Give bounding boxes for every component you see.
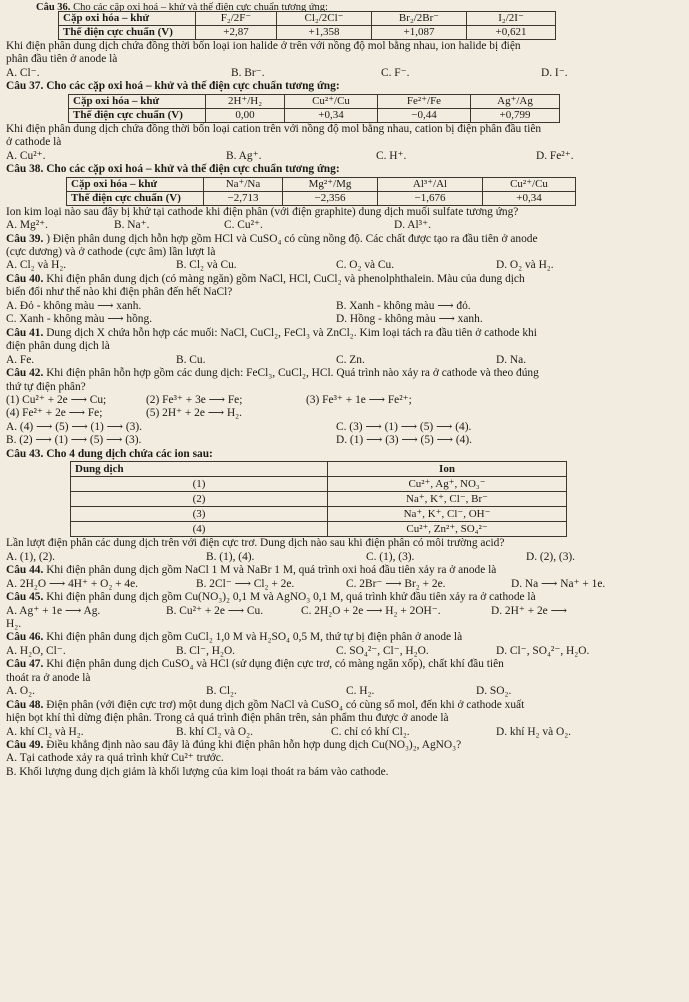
table-cell: +2,87 [196, 26, 277, 40]
option-a[interactable]: A. (4) ⟶ (5) ⟶ (1) ⟶ (3). [6, 420, 142, 433]
table-cell: Na⁺, K⁺, Cl⁻, OH⁻ [328, 507, 567, 522]
q47-text1: Câu 47. Khi điện phân dung dịch CuSO₄ và HCl (sử dụng điện cực trơ, có màng ngăn xốp), chất khí đầu tiên [6, 658, 504, 671]
q44-text1: Câu 44. Khi điện phân dung dịch gồm NaCl 1 M và NaBr 1 M, quá trình oxi hoá đầu tiên xảy ra ở anode là [6, 564, 497, 577]
option-b[interactable]: B. Na⁺. [114, 219, 150, 232]
q38-text1: Ion kim loại nào sau đây bị khử tại cathode khi điện phân (với điện graphite) dung dịch muối sulfate tương ứng? [6, 205, 519, 218]
reaction: (1) Cu²⁺ + 2e ⟶ Cu; [6, 393, 107, 406]
q41-text1: Câu 41. Dung dịch X chứa hỗn hợp các muối: NaCl, CuCl₂, FeCl₃ và ZnCl₂. Kim loại tách ra đầu tiên ở cathode khi [6, 326, 537, 339]
table-cell: (2) [71, 492, 328, 507]
table-cell: Cu²⁺/Cu [483, 177, 576, 191]
q38-options [6, 219, 683, 232]
q43-text1: Lần lượt điện phân các dung dịch trên với điện cực trơ. Dung dịch nào sau khi điện phân có môi trường acid? [6, 537, 505, 550]
table-label: Thế điện cực chuẩn (V) [67, 191, 204, 205]
option-a[interactable]: A. Đỏ - không màu ⟶ xanh. [6, 299, 142, 312]
option-a[interactable]: A. Tại cathode xảy ra quá trình khử Cu²⁺ trước. [6, 752, 224, 765]
q48-text2: hiện bọt khí thì dừng điện phân. Trong cả quá trình điện phân trên, sản phẩm thu được ở anode là [6, 712, 449, 725]
q41-options [6, 354, 683, 367]
q39-options [6, 259, 683, 272]
option-c[interactable]: C. chỉ có khí Cl₂. [331, 725, 410, 738]
option-d[interactable]: D. Na. [496, 353, 527, 366]
table-cell: +0,621 [467, 26, 556, 40]
q42-options-1 [6, 421, 683, 434]
option-d[interactable]: D. Na ⟶ Na⁺ + 1e. [511, 577, 606, 590]
q46-options [6, 645, 683, 658]
option-b[interactable]: B. Cl₂. [206, 685, 237, 698]
q43-options [6, 551, 683, 564]
option-a[interactable]: A. Mg²⁺. [6, 219, 49, 232]
table-cell: Na⁺/Na [204, 177, 283, 191]
option-c[interactable]: C. SO₄²⁻, Cl⁻, H₂O. [336, 644, 429, 657]
q37-options [6, 150, 683, 163]
option-b[interactable]: B. (2) ⟶ (1) ⟶ (5) ⟶ (3). [6, 434, 142, 447]
q38-table [66, 177, 576, 206]
q43-header: Câu 43. Cho 4 dung dịch chứa các ion sau: [6, 447, 213, 460]
option-b[interactable]: B. Cl₂ và Cu. [176, 259, 237, 272]
q48-options [6, 726, 683, 739]
option-c[interactable]: C. F⁻. [381, 66, 410, 79]
table-cell: (3) [71, 507, 328, 522]
table-cell: Cu²⁺, Ag⁺, NO₃⁻ [328, 477, 567, 492]
table-cell: −0,44 [378, 108, 471, 122]
q40-text2: biến đổi như thế nào khi điện phân đến hết NaCl? [6, 286, 233, 299]
option-d[interactable]: D. O₂ và H₂. [496, 259, 554, 272]
q45-text1: Câu 45. Khi điện phân dung dịch gồm Cu(NO₃)₂ 0,1 M và AgNO₃ 0,1 M, quá trình khử đầu tiên xảy ra ở cathode là [6, 591, 536, 604]
q42-options-2 [6, 434, 683, 447]
q46-text1: Câu 46. Khi điện phân dung dịch gồm CuCl₂ 1,0 M và H₂SO₄ 0,5 M, thứ tự bị điện phân ở anode là [6, 631, 463, 644]
reaction: (3) Fe³⁺ + 1e ⟶ Fe²⁺; [306, 393, 412, 406]
table-header: Dung dịch [71, 462, 328, 477]
option-d[interactable]: D. SO₂. [476, 685, 512, 698]
option-c[interactable]: C. Xanh - không màu ⟶ hồng. [6, 313, 153, 326]
option-d[interactable]: D. 2H⁺ + 2e ⟶ [491, 604, 567, 617]
option-c[interactable]: C. 2Br⁻ ⟶ Br₂ + 2e. [346, 577, 446, 590]
table-cell: 2H⁺/H₂ [206, 94, 285, 108]
q42-text1: Câu 42. Khi điện phân hỗn hợp gồm các dung dịch: FeCl₃, CuCl₂, HCl. Quá trình nào xảy ra ở cathode và theo đúng [6, 367, 539, 380]
q37-header: Câu 37. Cho các cặp oxi hoá – khử và thế điện cực chuẩn tương ứng: [6, 80, 340, 93]
table-header: Ion [328, 462, 567, 477]
table-cell: +1,358 [277, 26, 372, 40]
q48-text1: Câu 48. Điện phân (với điện cực trơ) một dung dịch gồm NaCl và CuSO₄ có cùng số mol, đến khi ở cathode xuất [6, 698, 525, 711]
option-c[interactable]: C. H⁺. [376, 149, 407, 162]
table-cell: Cl₂/2Cl⁻ [277, 12, 372, 26]
table-cell: F₂/2F⁻ [196, 12, 277, 26]
option-b[interactable]: B. Cl⁻, H₂O. [176, 644, 236, 657]
table-label: Cặp oxi hóa – khử [59, 12, 196, 26]
table-cell: (4) [71, 522, 328, 537]
table-cell: +0,799 [471, 108, 560, 122]
table-cell: 0,00 [206, 108, 285, 122]
table-cell: −2,356 [283, 191, 378, 205]
q37-text1: Khi điện phân dung dịch chứa đồng thời bốn loại cation trên với nồng độ mol bằng nhau, cation bị điện phân đầu tiên [6, 122, 542, 135]
q42-reactions-1 [6, 394, 683, 407]
option-d[interactable]: D. Al³⁺. [394, 219, 431, 232]
table-cell: I₂/2I⁻ [467, 12, 556, 26]
q39-text1: Câu 39. ) Điện phân dung dịch hỗn hợp gồm HCl và CuSO₄ có cùng nồng độ. Các chất được tạo ra đầu tiên ở anode [6, 232, 538, 245]
table-cell: Mg²⁺/Mg [283, 177, 378, 191]
table-cell: Na⁺, K⁺, Cl⁻, Br⁻ [328, 492, 567, 507]
option-d[interactable]: D. (1) ⟶ (3) ⟶ (5) ⟶ (4). [336, 434, 472, 447]
option-c[interactable]: C. (1), (3). [366, 550, 415, 563]
q42-text2: thứ tự điện phân? [6, 380, 86, 393]
table-cell: Cu²⁺, Zn²⁺, SO₄²⁻ [328, 522, 567, 537]
table-cell: +0,34 [285, 108, 378, 122]
option-d[interactable]: D. Hồng - không màu ⟶ xanh. [336, 313, 483, 326]
option-a[interactable]: A. H₂O, Cl⁻. [6, 644, 66, 657]
table-cell: Al³⁺/Al [378, 177, 483, 191]
q42-reactions-2 [6, 407, 683, 420]
option-b[interactable]: B. Xanh - không màu ⟶ đỏ. [336, 299, 471, 312]
option-c[interactable]: C. Cu²⁺. [224, 219, 263, 232]
reaction: (2) Fe³⁺ + 3e ⟶ Fe; [146, 393, 243, 406]
q47-text2: thoát ra ở anode là [6, 671, 91, 684]
option-d[interactable]: D. Fe²⁺. [536, 149, 574, 162]
option-b[interactable]: B. 2Cl⁻ ⟶ Cl₂ + 2e. [196, 577, 295, 590]
q36-table-wrap [58, 11, 683, 40]
q38-table-wrap [66, 177, 683, 206]
option-b[interactable]: B. khí Cl₂ và O₂. [176, 725, 253, 738]
table-cell: Cu²⁺/Cu [285, 94, 378, 108]
option-a[interactable]: A. O₂. [6, 685, 35, 698]
q43-table [70, 461, 567, 537]
option-a[interactable]: A. Cl₂ và H₂. [6, 259, 67, 272]
table-cell: −1,676 [378, 191, 483, 205]
table-cell: +1,087 [372, 26, 467, 40]
option-a[interactable]: A. Ag⁺ + 1e ⟶ Ag. [6, 604, 101, 617]
table-cell: −2,713 [204, 191, 283, 205]
q36-text1: Khi điện phân dung dịch chứa đồng thời bốn loại ion halide ở trên với nồng độ mol bằng nhau, ion halide bị điện [6, 40, 521, 52]
q37-text2: ở cathode là [6, 136, 62, 149]
q40-text1: Câu 40. Khi điện phân dung dịch (có màng ngăn) gồm NaCl, HCl, CuCl₂ và phenolphthalein. Màu của dung dịch [6, 272, 525, 285]
option-a[interactable]: A. Fe. [6, 353, 35, 366]
table-cell: Ag⁺/Ag [471, 94, 560, 108]
q45-options [6, 605, 683, 618]
table-label: Thế điện cực chuẩn (V) [59, 26, 196, 40]
option-a[interactable]: A. 2H₂O ⟶ 4H⁺ + O₂ + 4e. [6, 577, 139, 590]
option-b[interactable]: B. Khối lượng dung dịch giảm là khối lượng của kim loại thoát ra bám vào cathode. [6, 765, 389, 778]
option-c[interactable]: C. O₂ và Cu. [336, 259, 395, 272]
table-cell: +0,34 [483, 191, 576, 205]
option-c[interactable]: C. (3) ⟶ (1) ⟶ (5) ⟶ (4). [336, 420, 472, 433]
q47-options [6, 685, 683, 698]
table-cell: (1) [71, 477, 328, 492]
option-a[interactable]: A. khí Cl₂ và H₂. [6, 725, 84, 738]
reaction: (4) Fe²⁺ + 2e ⟶ Fe; [6, 407, 103, 420]
option-d[interactable]: D. (2), (3). [526, 550, 576, 563]
option-b[interactable]: B. Br⁻. [231, 66, 265, 79]
option-a[interactable]: A. Cl⁻. [6, 66, 40, 79]
q43-table-wrap [70, 461, 683, 537]
q44-options [6, 578, 683, 591]
option-d[interactable]: D. I⁻. [541, 66, 568, 79]
q41-text2: điện phân dung dịch là [6, 340, 110, 353]
table-cell: Br₂/2Br⁻ [372, 12, 467, 26]
q36-text2: phân đầu tiên ở anode là [6, 53, 118, 66]
option-a[interactable]: A. (1), (2). [6, 550, 56, 563]
q36-options [6, 67, 683, 80]
option-c[interactable]: C. Zn. [336, 353, 365, 366]
q45-tail: H₂. [6, 617, 22, 630]
q36-table [58, 11, 556, 40]
option-b[interactable]: B. (1), (4). [206, 550, 255, 563]
option-c[interactable]: C. 2H₂O + 2e ⟶ H₂ + 2OH⁻. [301, 604, 441, 617]
option-d[interactable]: D. Cl⁻, SO₄²⁻, H₂O. [496, 644, 590, 657]
q49-text1: Câu 49. Điều khẳng định nào sau đây là đúng khi điện phân hỗn hợp dung dịch Cu(NO₃)₂, AgNO₃? [6, 739, 462, 752]
q37-table [68, 94, 560, 123]
option-c[interactable]: C. H₂. [346, 685, 375, 698]
q39-text2: (cực dương) và ở cathode (cực âm) lần lượt là [6, 245, 216, 258]
option-a[interactable]: A. Cu²⁺. [6, 149, 46, 162]
table-cell: Fe²⁺/Fe [378, 94, 471, 108]
q40-options-2 [6, 313, 683, 326]
table-label: Cặp oxi hóa – khử [69, 94, 206, 108]
reaction: (5) 2H⁺ + 2e ⟶ H₂. [146, 407, 243, 420]
option-d[interactable]: D. khí H₂ và O₂. [496, 725, 572, 738]
q37-table-wrap [68, 94, 683, 123]
q40-options-1 [6, 300, 683, 313]
table-label: Thế điện cực chuẩn (V) [69, 108, 206, 122]
q38-header: Câu 38. Cho các cặp oxi hoá – khử và thế điện cực chuẩn tương ứng: [6, 163, 340, 176]
table-label: Cặp oxi hóa – khử [67, 177, 204, 191]
option-b[interactable]: B. Cu²⁺ + 2e ⟶ Cu. [166, 604, 264, 617]
q36-header: Câu 36. Cho các cặp oxi hoá – khử và thế điện cực chuẩn tương ứng: [36, 2, 328, 11]
option-b[interactable]: B. Ag⁺. [226, 149, 262, 162]
option-b[interactable]: B. Cu. [176, 353, 206, 366]
